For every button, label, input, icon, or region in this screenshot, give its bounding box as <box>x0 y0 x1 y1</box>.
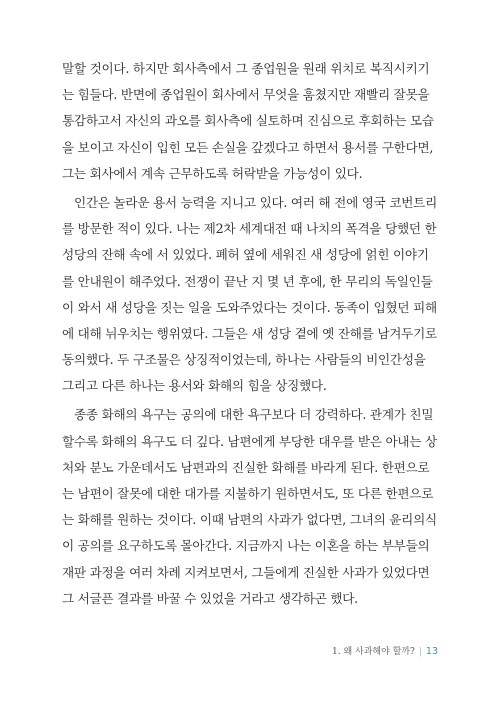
text-line: 그는 회사에서 계속 근무하도록 허락받을 가능성이 있다. <box>62 165 363 181</box>
running-footer <box>332 644 438 657</box>
text-line: 인간은 놀라운 용서 능력을 지니고 있다. 여러 해 전에 영국 코번트리 <box>74 194 438 210</box>
text-line: 에 대해 뉘우치는 행위였다. 그들은 새 성당 곁에 옛 잔해를 남겨두기로 <box>62 325 437 341</box>
paragraph-1 <box>62 56 440 187</box>
paragraph-3 <box>62 402 440 612</box>
text-line: 성당의 잔해 속에 서 있었다. 폐허 옆에 세워진 새 성당에 얽힌 이야기 <box>62 247 429 263</box>
text-line: 말할 것이다. 하지만 회사측에서 그 종업원을 원래 위치로 복직시키기 <box>62 61 430 76</box>
text-line: 을 보이고 자신이 입힌 모든 손실을 갚겠다고 하면서 용서를 구한다면, <box>62 139 434 155</box>
text-line: 이 와서 새 성당을 짓는 일을 도와주었다는 것이다. 동족이 입혔던 피해 <box>62 299 437 315</box>
footer-separator: | <box>418 647 422 657</box>
text-line: 는 화해를 원하는 것이다. 이때 남편의 사과가 없다면, 그녀의 윤리의식 <box>62 512 437 528</box>
text-line: 그리고 다른 하나는 용서와 화해의 힘을 상징했다. <box>62 378 327 394</box>
text-line: 이 공의를 요구하도록 몰아간다. 지금까지 나는 이혼을 하는 부부들의 <box>62 538 430 554</box>
chapter-title: 1. 왜 사과해야 할까? <box>332 647 415 657</box>
text-line: 는 남편이 잘못에 대한 대가를 지불하기 원하면서도, 또 다른 한편으로 <box>62 486 434 501</box>
body-text <box>62 56 440 615</box>
text-line: 재판 과정을 여러 차례 지켜보면서, 그들에게 진실한 사과가 있었다면 <box>62 564 430 580</box>
text-line: 는 힘들다. 반면에 종업원이 회사에서 무엇을 훔쳤지만 재빨리 잘못을 <box>62 87 430 103</box>
text-line: 를 방문한 적이 있다. 나는 제2차 세계대전 때 나치의 폭격을 당했던 한 <box>62 221 437 237</box>
text-line: 동의했다. 두 구조물은 상징적이었는데, 하나는 사람들의 비인간성을 <box>62 352 426 368</box>
text-line: 처와 분노 가운데서도 남편과의 진실한 화해를 바라게 된다. 한편으로 <box>62 459 430 475</box>
text-line: 통감하고서 자신의 과오를 회사측에 실토하며 진심으로 후회하는 모습 <box>62 113 434 129</box>
paragraph-2 <box>62 190 440 400</box>
text-line: 를 안내원이 해주었다. 전쟁이 끝난 지 몇 년 후에, 한 무리의 독일인들 <box>62 273 433 289</box>
text-line: 할수록 화해의 욕구도 더 깊다. 남편에게 부당한 대우를 받은 아내는 상 <box>62 433 437 449</box>
page-number: 13 <box>425 646 438 657</box>
text-line: 종종 화해의 욕구는 공의에 대한 욕구보다 더 강력하다. 관계가 친밀 <box>74 407 434 423</box>
text-line: 그 서글픈 결과를 바꿀 수 있었을 거라고 생각하곤 했다. <box>62 590 358 606</box>
